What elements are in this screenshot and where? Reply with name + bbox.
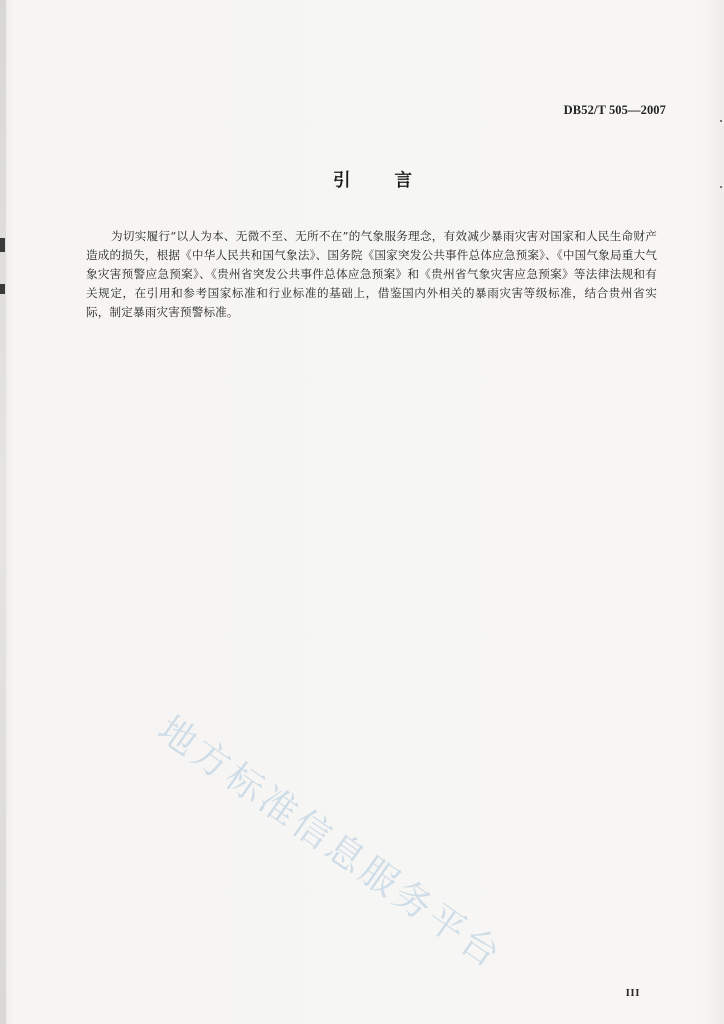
- introduction-paragraph: 为切实履行“以人为本、无微不至、无所不在”的气象服务理念，有效减少暴雨灾害对国家和人民生命财产造成的损失，根据《中华人民共和国气象法》、国务院《国家突发公共事件总体应急预案》、《中国气象局重大气象灾害预警应急预案》、《贵州省突发公共事件总体应急预案》和《贵州省气象灾害应急预案》等法律法规和有关规定，在引用和参考国家标准和行业标准的基础上，借鉴国内外相关的暴雨灾害等级标准，结合贵州省实际，制定暴雨灾害预警标准。: [86, 229, 657, 319]
- scan-left-edge: [0, 0, 6, 1024]
- scan-edge-mark: [0, 284, 5, 294]
- page-title: 引言: [333, 171, 456, 191]
- watermark: 地方标准信息服务平台: [150, 707, 511, 978]
- scan-edge-mark: [0, 238, 5, 252]
- page-number: III: [625, 987, 640, 999]
- standard-code: DB52/T 505—2007: [563, 103, 666, 117]
- scan-speck: [720, 186, 722, 188]
- scan-speck: [720, 120, 722, 122]
